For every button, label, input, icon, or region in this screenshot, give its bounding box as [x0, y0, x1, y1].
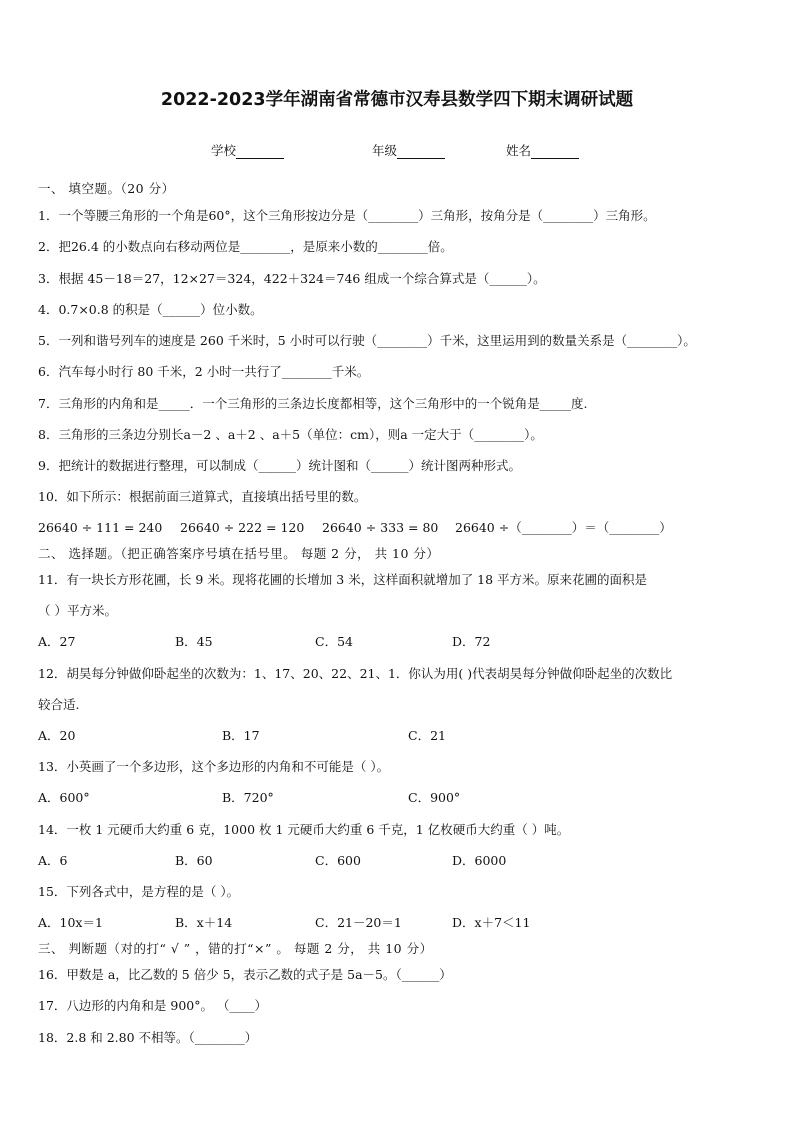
section-true-false: 三、 判断题（对的打“ √ ” ，错的打“×” 。 每题 2 分， 共 10 分）	[38, 941, 433, 956]
equation-4: 26640 ÷（________）＝（________）	[455, 520, 672, 535]
q11-option-a[interactable]: A．27	[38, 634, 76, 649]
equation-2: 26640 ÷ 222 = 120	[180, 520, 305, 535]
question-3: 3．根据 45－18＝27，12×27＝324，422＋324＝746 组成一个综合算式是（______）。	[38, 271, 546, 286]
page-title: 2022-2023学年湖南省常德市汉寿县数学四下期末调研试题	[160, 90, 634, 110]
q15-option-a[interactable]: A．10x＝1	[38, 915, 103, 930]
question-16: 16．甲数是 a，比乙数的 5 倍少 5，表示乙数的式子是 5a－5。（______）	[38, 967, 452, 982]
question-8: 8．三角形的三条边分别长a－2 、a＋2 、a＋5（单位：cm），则a 一定大于（________）。	[38, 427, 543, 442]
school-field	[211, 141, 284, 159]
question-11-cont: （ ）平方米。	[38, 603, 117, 618]
section-fill-in: 一、 填空题。（20 分）	[38, 181, 175, 196]
grade-blank[interactable]	[397, 145, 445, 159]
question-5: 5．一列和谐号列车的速度是 260 千米时，5 小时可以行驶（________）千米，这里运用到的数量关系是（________）。	[38, 333, 696, 348]
question-2: 2．把26.4 的小数点向右移动两位是________，是原来小数的________倍。	[38, 239, 453, 254]
q15-option-d[interactable]: D．x＋7＜11	[452, 915, 531, 930]
q13-option-b[interactable]: B．720°	[222, 790, 274, 805]
question-15: 15．下列各式中，是方程的是（ ）。	[38, 884, 240, 899]
name-blank[interactable]	[531, 145, 579, 159]
question-13: 13．小英画了一个多边形，这个多边形的内角和不可能是（ ）。	[38, 759, 390, 774]
question-17: 17．八边形的内角和是 900°。 （____）	[38, 998, 267, 1013]
question-12-cont: 较合适.	[38, 697, 80, 712]
q12-option-b[interactable]: B．17	[222, 728, 260, 743]
name-label: 姓名	[506, 143, 532, 158]
question-18: 18．2.8 和 2.80 不相等。（________）	[38, 1030, 258, 1045]
equation-1: 26640 ÷ 111 = 240	[38, 520, 163, 535]
q15-option-b[interactable]: B．x＋14	[175, 915, 233, 930]
question-11: 11．有一块长方形花圃，长 9 米。现将花圃的长增加 3 米，这样面积就增加了 18 平方米。原来花圃的面积是	[38, 572, 648, 587]
q11-option-b[interactable]: B．45	[175, 634, 213, 649]
question-4: 4．0.7×0.8 的积是（______）位小数。	[38, 302, 263, 317]
question-14: 14．一枚 1 元硬币大约重 6 克，1000 枚 1 元硬币大约重 6 千克，1 亿枚硬币大约重（ ）吨。	[38, 822, 570, 837]
q15-option-c[interactable]: C．21－20＝1	[315, 915, 402, 930]
question-10: 10．如下所示：根据前面三道算式，直接填出括号里的数。	[38, 489, 367, 504]
q12-option-a[interactable]: A．20	[38, 728, 76, 743]
name-field	[506, 141, 579, 159]
question-7: 7．三角形的内角和是_____．一个三角形的三条边长度都相等，这个三角形中的一个锐角是_____度.	[38, 396, 588, 411]
equation-3: 26640 ÷ 333 = 80	[322, 520, 439, 535]
q14-option-d[interactable]: D．6000	[452, 853, 507, 868]
q13-option-c[interactable]: C．900°	[408, 790, 461, 805]
grade-field	[372, 141, 445, 159]
q11-option-c[interactable]: C．54	[315, 634, 353, 649]
q11-option-d[interactable]: D．72	[452, 634, 491, 649]
q13-option-a[interactable]: A．600°	[38, 790, 90, 805]
question-1: 1．一个等腰三角形的一个角是60°，这个三角形按边分是（________）三角形，按角分是（________）三角形。	[38, 208, 656, 223]
question-6: 6．汽车每小时行 80 千米，2 小时一共行了________千米。	[38, 364, 370, 379]
q14-option-a[interactable]: A．6	[38, 853, 68, 868]
q12-option-c[interactable]: C．21	[408, 728, 446, 743]
q14-option-c[interactable]: C．600	[315, 853, 361, 868]
question-12: 12．胡昊每分钟做仰卧起坐的次数为：1、17、20、22、21、1．你认为用( )代表胡昊每分钟做仰卧起坐的次数比	[38, 666, 673, 681]
section-choice: 二、 选择题。（把正确答案序号填在括号里。 每题 2 分， 共 10 分）	[38, 546, 440, 561]
school-blank[interactable]	[236, 145, 284, 159]
q14-option-b[interactable]: B．60	[175, 853, 213, 868]
question-9: 9．把统计的数据进行整理，可以制成（______）统计图和（______）统计图两种形式。	[38, 458, 521, 473]
school-label: 学校	[211, 143, 237, 158]
grade-label: 年级	[372, 143, 398, 158]
